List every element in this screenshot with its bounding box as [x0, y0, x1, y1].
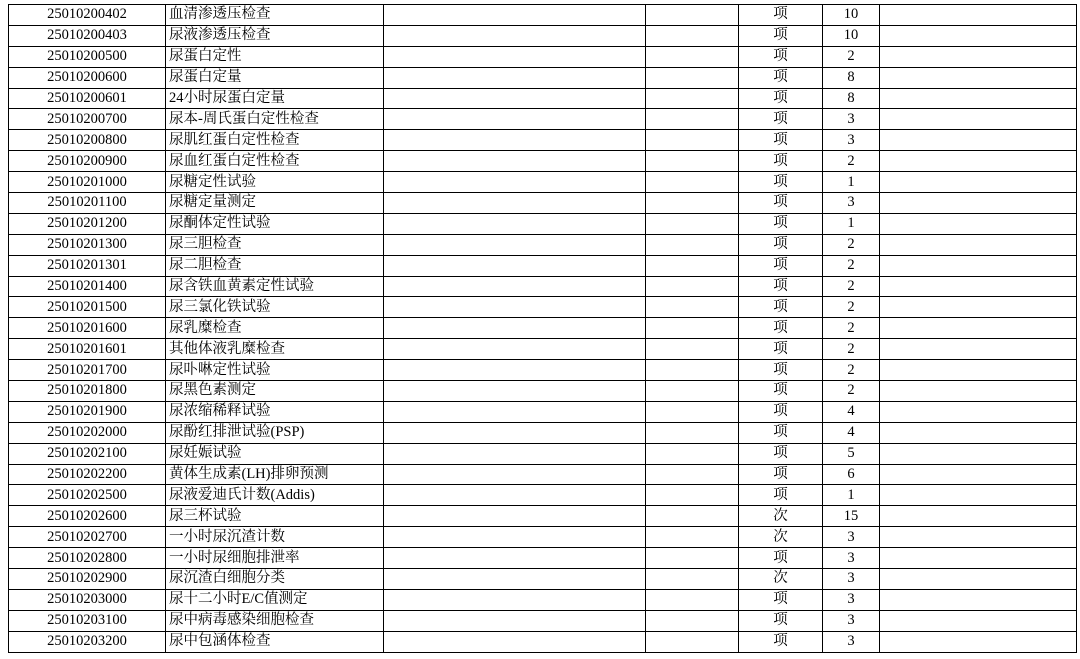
note-cell [880, 569, 1077, 590]
item-name-cell: 尿液爱迪氏计数(Addis) [166, 485, 384, 506]
price-cell: 3 [823, 589, 880, 610]
exclusion-cell [646, 443, 739, 464]
unit-cell: 次 [739, 527, 823, 548]
unit-cell: 次 [739, 506, 823, 527]
unit-cell: 项 [739, 589, 823, 610]
price-cell: 3 [823, 527, 880, 548]
item-code-cell: 25010202700 [9, 527, 166, 548]
note-cell [880, 109, 1077, 130]
note-cell [880, 255, 1077, 276]
item-name-cell: 尿浓缩稀释试验 [166, 401, 384, 422]
price-table-sheet [8, 4, 1077, 653]
price-cell: 3 [823, 193, 880, 214]
item-name-cell: 一小时尿细胞排泄率 [166, 548, 384, 569]
item-code-cell: 25010203000 [9, 589, 166, 610]
exclusion-cell [646, 234, 739, 255]
table-row [9, 88, 1077, 109]
item-code-cell: 25010201301 [9, 255, 166, 276]
unit-cell: 项 [739, 422, 823, 443]
item-code-cell: 25010201400 [9, 276, 166, 297]
price-cell: 2 [823, 276, 880, 297]
table-body [9, 5, 1077, 653]
unit-cell: 项 [739, 401, 823, 422]
table-row [9, 234, 1077, 255]
unit-cell: 项 [739, 631, 823, 652]
price-cell: 6 [823, 464, 880, 485]
exclusion-cell [646, 109, 739, 130]
price-table [8, 4, 1077, 653]
table-row [9, 589, 1077, 610]
content-cell [384, 339, 646, 360]
item-name-cell: 其他体液乳糜检查 [166, 339, 384, 360]
price-cell: 3 [823, 548, 880, 569]
unit-cell: 项 [739, 67, 823, 88]
table-row [9, 109, 1077, 130]
note-cell [880, 130, 1077, 151]
item-code-cell: 25010200700 [9, 109, 166, 130]
price-cell: 3 [823, 569, 880, 590]
content-cell [384, 569, 646, 590]
table-row [9, 297, 1077, 318]
note-cell [880, 548, 1077, 569]
unit-cell: 项 [739, 318, 823, 339]
note-cell [880, 276, 1077, 297]
exclusion-cell [646, 213, 739, 234]
table-row [9, 401, 1077, 422]
price-cell: 3 [823, 631, 880, 652]
note-cell [880, 193, 1077, 214]
item-name-cell: 尿沉渣白细胞分类 [166, 569, 384, 590]
exclusion-cell [646, 130, 739, 151]
exclusion-cell [646, 318, 739, 339]
table-row [9, 172, 1077, 193]
item-name-cell: 尿中包涵体检查 [166, 631, 384, 652]
price-cell: 15 [823, 506, 880, 527]
item-name-cell: 尿三氯化铁试验 [166, 297, 384, 318]
note-cell [880, 589, 1077, 610]
exclusion-cell [646, 172, 739, 193]
item-name-cell: 尿含铁血黄素定性试验 [166, 276, 384, 297]
exclusion-cell [646, 25, 739, 46]
note-cell [880, 401, 1077, 422]
note-cell [880, 213, 1077, 234]
note-cell [880, 88, 1077, 109]
item-name-cell: 尿三杯试验 [166, 506, 384, 527]
price-cell: 3 [823, 130, 880, 151]
price-cell: 2 [823, 297, 880, 318]
unit-cell: 项 [739, 443, 823, 464]
unit-cell: 项 [739, 5, 823, 26]
exclusion-cell [646, 422, 739, 443]
item-code-cell: 25010200403 [9, 25, 166, 46]
note-cell [880, 318, 1077, 339]
item-name-cell: 尿液渗透压检查 [166, 25, 384, 46]
note-cell [880, 360, 1077, 381]
price-cell: 4 [823, 422, 880, 443]
unit-cell: 项 [739, 193, 823, 214]
item-name-cell: 尿肌红蛋白定性检查 [166, 130, 384, 151]
table-row [9, 193, 1077, 214]
table-row [9, 548, 1077, 569]
note-cell [880, 151, 1077, 172]
price-cell: 2 [823, 381, 880, 402]
price-cell: 5 [823, 443, 880, 464]
table-row [9, 5, 1077, 26]
exclusion-cell [646, 255, 739, 276]
exclusion-cell [646, 46, 739, 67]
item-name-cell: 一小时尿沉渣计数 [166, 527, 384, 548]
exclusion-cell [646, 339, 739, 360]
note-cell [880, 527, 1077, 548]
table-row [9, 381, 1077, 402]
item-name-cell: 尿十二小时E/C值测定 [166, 589, 384, 610]
content-cell [384, 631, 646, 652]
content-cell [384, 422, 646, 443]
exclusion-cell [646, 401, 739, 422]
table-row [9, 631, 1077, 652]
price-cell: 2 [823, 46, 880, 67]
table-row [9, 46, 1077, 67]
unit-cell: 项 [739, 360, 823, 381]
unit-cell: 项 [739, 234, 823, 255]
price-cell: 2 [823, 234, 880, 255]
note-cell [880, 297, 1077, 318]
content-cell [384, 485, 646, 506]
note-cell [880, 172, 1077, 193]
content-cell [384, 151, 646, 172]
exclusion-cell [646, 360, 739, 381]
item-name-cell: 尿中病毒感染细胞检查 [166, 610, 384, 631]
item-code-cell: 25010200601 [9, 88, 166, 109]
item-code-cell: 25010200600 [9, 67, 166, 88]
note-cell [880, 234, 1077, 255]
item-code-cell: 25010202100 [9, 443, 166, 464]
price-cell: 1 [823, 213, 880, 234]
item-code-cell: 25010200402 [9, 5, 166, 26]
content-cell [384, 88, 646, 109]
table-row [9, 339, 1077, 360]
unit-cell: 项 [739, 339, 823, 360]
price-cell: 2 [823, 151, 880, 172]
table-row [9, 422, 1077, 443]
price-cell: 3 [823, 109, 880, 130]
note-cell [880, 5, 1077, 26]
content-cell [384, 172, 646, 193]
exclusion-cell [646, 193, 739, 214]
content-cell [384, 610, 646, 631]
table-row [9, 151, 1077, 172]
item-code-cell: 25010200800 [9, 130, 166, 151]
exclusion-cell [646, 548, 739, 569]
item-code-cell: 25010201601 [9, 339, 166, 360]
exclusion-cell [646, 276, 739, 297]
unit-cell: 项 [739, 130, 823, 151]
table-row [9, 25, 1077, 46]
note-cell [880, 67, 1077, 88]
item-code-cell: 25010201600 [9, 318, 166, 339]
table-row [9, 506, 1077, 527]
note-cell [880, 46, 1077, 67]
item-code-cell: 25010202900 [9, 569, 166, 590]
note-cell [880, 422, 1077, 443]
item-code-cell: 25010202200 [9, 464, 166, 485]
item-name-cell: 尿妊娠试验 [166, 443, 384, 464]
content-cell [384, 234, 646, 255]
unit-cell: 项 [739, 109, 823, 130]
unit-cell: 项 [739, 381, 823, 402]
exclusion-cell [646, 297, 739, 318]
content-cell [384, 401, 646, 422]
content-cell [384, 548, 646, 569]
content-cell [384, 318, 646, 339]
exclusion-cell [646, 464, 739, 485]
exclusion-cell [646, 527, 739, 548]
table-row [9, 610, 1077, 631]
note-cell [880, 464, 1077, 485]
table-row [9, 130, 1077, 151]
exclusion-cell [646, 5, 739, 26]
unit-cell: 项 [739, 151, 823, 172]
item-code-cell: 25010201900 [9, 401, 166, 422]
item-name-cell: 24小时尿蛋白定量 [166, 88, 384, 109]
table-row [9, 443, 1077, 464]
item-code-cell: 25010201800 [9, 381, 166, 402]
item-code-cell: 25010200900 [9, 151, 166, 172]
content-cell [384, 67, 646, 88]
price-cell: 3 [823, 610, 880, 631]
table-row [9, 255, 1077, 276]
exclusion-cell [646, 151, 739, 172]
item-name-cell: 尿卟啉定性试验 [166, 360, 384, 381]
unit-cell: 项 [739, 88, 823, 109]
item-name-cell: 血清渗透压检查 [166, 5, 384, 26]
exclusion-cell [646, 569, 739, 590]
item-code-cell: 25010201700 [9, 360, 166, 381]
exclusion-cell [646, 88, 739, 109]
content-cell [384, 5, 646, 26]
content-cell [384, 213, 646, 234]
content-cell [384, 109, 646, 130]
item-name-cell: 尿蛋白定量 [166, 67, 384, 88]
item-name-cell: 尿蛋白定性 [166, 46, 384, 67]
content-cell [384, 443, 646, 464]
item-code-cell: 25010202000 [9, 422, 166, 443]
content-cell [384, 297, 646, 318]
price-cell: 8 [823, 67, 880, 88]
price-cell: 2 [823, 339, 880, 360]
exclusion-cell [646, 67, 739, 88]
table-row [9, 569, 1077, 590]
content-cell [384, 193, 646, 214]
unit-cell: 项 [739, 172, 823, 193]
table-row [9, 464, 1077, 485]
unit-cell: 次 [739, 569, 823, 590]
price-cell: 1 [823, 485, 880, 506]
content-cell [384, 527, 646, 548]
item-name-cell: 黄体生成素(LH)排卵预测 [166, 464, 384, 485]
item-code-cell: 25010202800 [9, 548, 166, 569]
table-row [9, 527, 1077, 548]
item-name-cell: 尿三胆检查 [166, 234, 384, 255]
item-name-cell: 尿乳糜检查 [166, 318, 384, 339]
item-code-cell: 25010203200 [9, 631, 166, 652]
exclusion-cell [646, 631, 739, 652]
content-cell [384, 360, 646, 381]
note-cell [880, 443, 1077, 464]
price-cell: 4 [823, 401, 880, 422]
item-code-cell: 25010201100 [9, 193, 166, 214]
content-cell [384, 130, 646, 151]
item-name-cell: 尿糖定量测定 [166, 193, 384, 214]
unit-cell: 项 [739, 255, 823, 276]
exclusion-cell [646, 485, 739, 506]
item-name-cell: 尿黑色素测定 [166, 381, 384, 402]
item-name-cell: 尿酚红排泄试验(PSP) [166, 422, 384, 443]
price-cell: 8 [823, 88, 880, 109]
content-cell [384, 589, 646, 610]
item-name-cell: 尿糖定性试验 [166, 172, 384, 193]
table-row [9, 485, 1077, 506]
exclusion-cell [646, 589, 739, 610]
table-row [9, 360, 1077, 381]
price-cell: 10 [823, 25, 880, 46]
price-cell: 10 [823, 5, 880, 26]
note-cell [880, 631, 1077, 652]
note-cell [880, 506, 1077, 527]
unit-cell: 项 [739, 610, 823, 631]
exclusion-cell [646, 381, 739, 402]
table-row [9, 276, 1077, 297]
price-cell: 2 [823, 318, 880, 339]
unit-cell: 项 [739, 276, 823, 297]
item-code-cell: 25010201000 [9, 172, 166, 193]
unit-cell: 项 [739, 464, 823, 485]
unit-cell: 项 [739, 46, 823, 67]
item-code-cell: 25010202500 [9, 485, 166, 506]
note-cell [880, 339, 1077, 360]
table-row [9, 213, 1077, 234]
note-cell [880, 485, 1077, 506]
item-code-cell: 25010202600 [9, 506, 166, 527]
content-cell [384, 464, 646, 485]
unit-cell: 项 [739, 548, 823, 569]
note-cell [880, 25, 1077, 46]
item-code-cell: 25010201200 [9, 213, 166, 234]
item-name-cell: 尿二胆检查 [166, 255, 384, 276]
note-cell [880, 610, 1077, 631]
item-code-cell: 25010201500 [9, 297, 166, 318]
item-code-cell: 25010200500 [9, 46, 166, 67]
content-cell [384, 25, 646, 46]
content-cell [384, 255, 646, 276]
table-row [9, 318, 1077, 339]
unit-cell: 项 [739, 213, 823, 234]
item-name-cell: 尿血红蛋白定性检查 [166, 151, 384, 172]
item-name-cell: 尿酮体定性试验 [166, 213, 384, 234]
content-cell [384, 46, 646, 67]
exclusion-cell [646, 506, 739, 527]
unit-cell: 项 [739, 25, 823, 46]
content-cell [384, 381, 646, 402]
note-cell [880, 381, 1077, 402]
unit-cell: 项 [739, 485, 823, 506]
table-row [9, 67, 1077, 88]
item-code-cell: 25010201300 [9, 234, 166, 255]
price-cell: 2 [823, 360, 880, 381]
content-cell [384, 506, 646, 527]
unit-cell: 项 [739, 297, 823, 318]
price-cell: 1 [823, 172, 880, 193]
exclusion-cell [646, 610, 739, 631]
item-name-cell: 尿本-周氏蛋白定性检查 [166, 109, 384, 130]
price-cell: 2 [823, 255, 880, 276]
content-cell [384, 276, 646, 297]
item-code-cell: 25010203100 [9, 610, 166, 631]
